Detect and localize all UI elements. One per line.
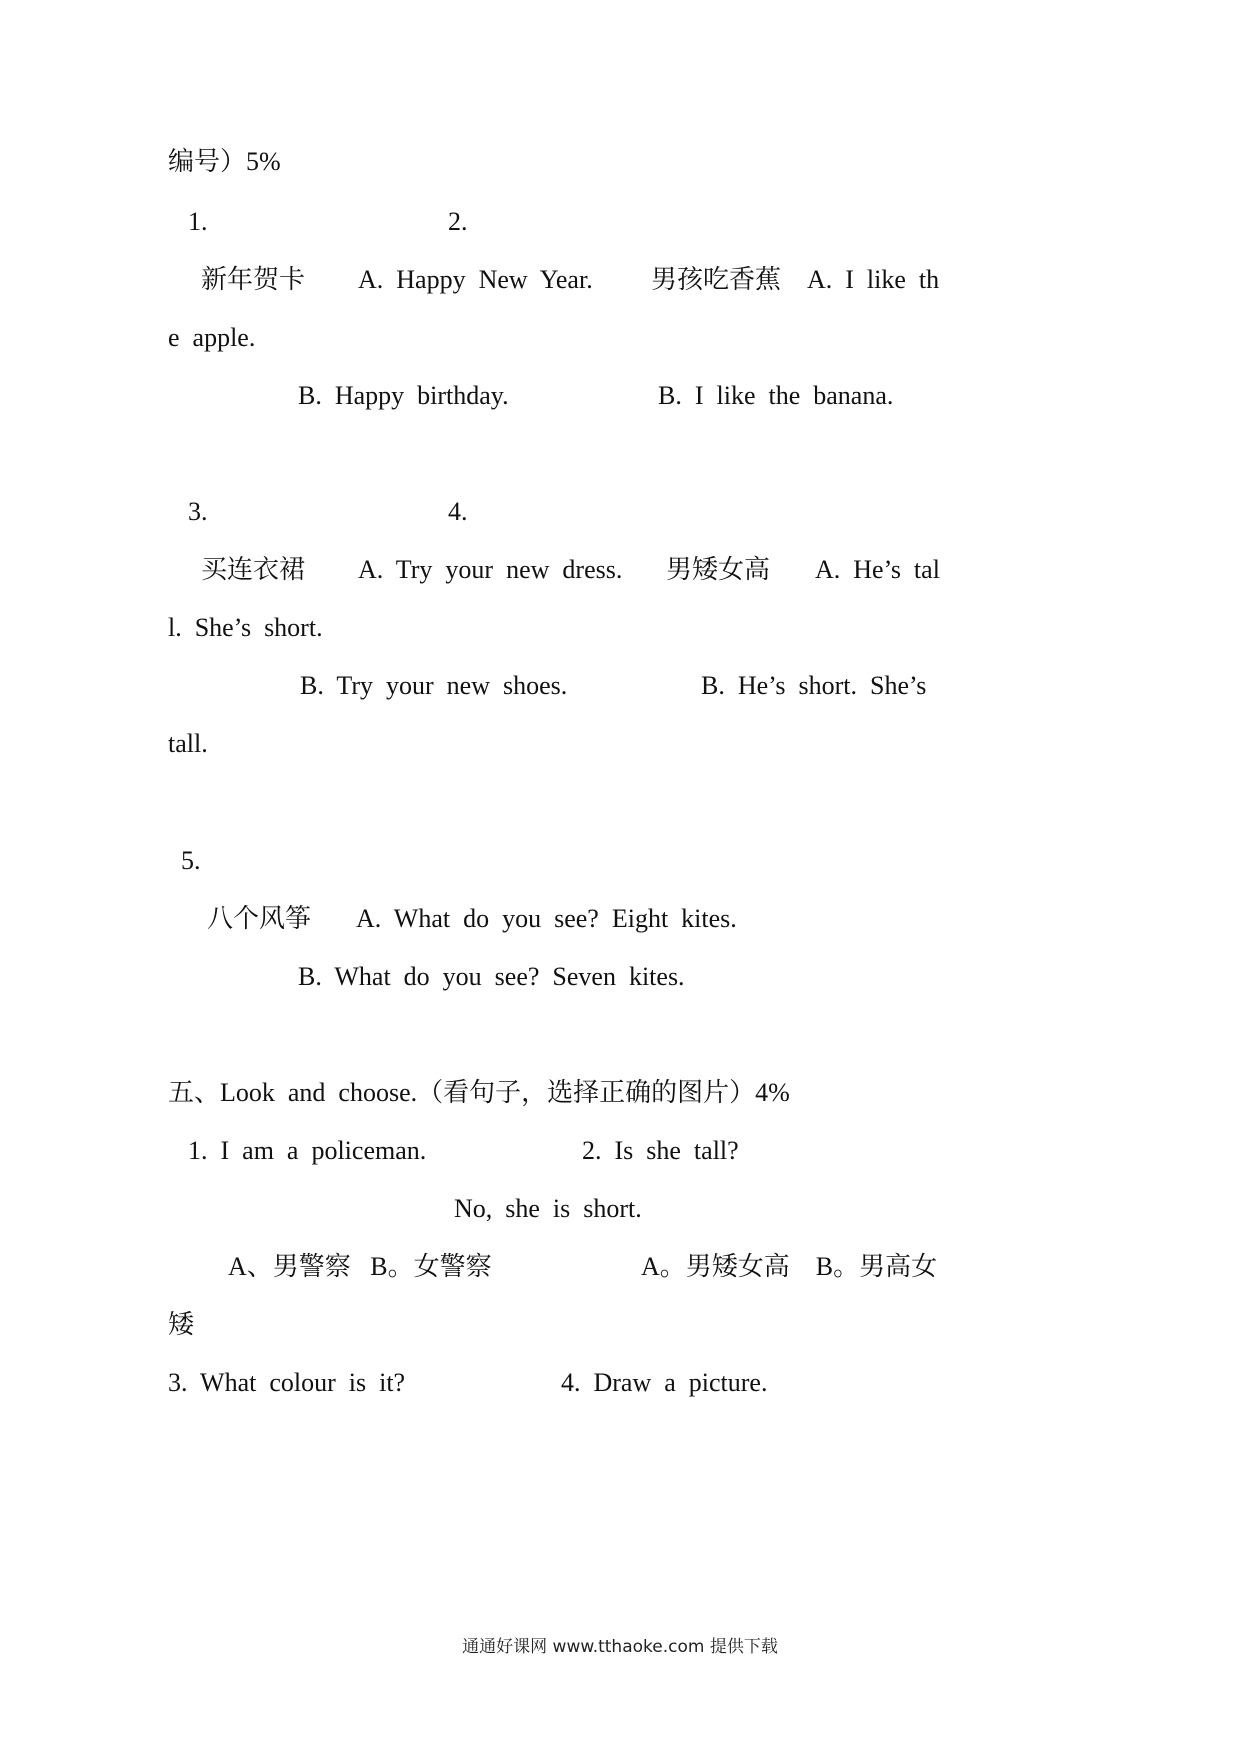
s5-q4: 4. Draw a picture. bbox=[561, 1368, 768, 1397]
q5-number: 5. bbox=[181, 846, 201, 875]
q2-option-a-cont: e apple. bbox=[168, 323, 256, 352]
q5-scene: 八个风筝 bbox=[207, 904, 312, 933]
s5-q1-options: A、男警察 B。女警察 bbox=[228, 1252, 492, 1281]
q4-scene: 男矮女高 bbox=[666, 555, 771, 584]
q1-option-a: A. Happy New Year. bbox=[358, 265, 593, 294]
q2-option-a: A. I like th bbox=[807, 265, 940, 294]
section-five-title: 五、Look and choose.（看句子，选择正确的图片）4% bbox=[168, 1078, 790, 1107]
q4-option-b-cont: tall. bbox=[168, 729, 208, 758]
q5-option-b: B. What do you see? Seven kites. bbox=[298, 962, 685, 991]
q2-scene: 男孩吃香蕉 bbox=[651, 265, 782, 294]
q3-option-a: A. Try your new dress. bbox=[358, 555, 623, 584]
q3-number: 3. bbox=[188, 497, 208, 526]
q1-number: 1. bbox=[188, 207, 208, 236]
q1-option-b: B. Happy birthday. bbox=[298, 381, 509, 410]
q4-option-a-cont: l. She’s short. bbox=[168, 613, 323, 642]
q3-scene: 买连衣裙 bbox=[201, 555, 306, 584]
q4-number: 4. bbox=[448, 497, 468, 526]
s5-q2-options: A。男矮女高 B。男高女 bbox=[641, 1252, 938, 1281]
q4-option-b: B. He’s short. She’s bbox=[701, 671, 927, 700]
s5-q3: 3. What colour is it? bbox=[168, 1368, 406, 1397]
footer-source-text: 通通好课网 www.tthaoke.com 提供下载 bbox=[462, 1637, 778, 1657]
q2-option-b: B. I like the banana. bbox=[658, 381, 894, 410]
s5-q2-answer: No, she is short. bbox=[454, 1194, 642, 1223]
s5-q2-options-cont: 矮 bbox=[168, 1310, 195, 1339]
q5-option-a: A. What do you see? Eight kites. bbox=[356, 904, 737, 933]
q2-number: 2. bbox=[448, 207, 468, 236]
q4-option-a: A. He’s tal bbox=[815, 555, 940, 584]
q3-option-b: B. Try your new shoes. bbox=[300, 671, 568, 700]
s5-q1: 1. I am a policeman. bbox=[188, 1136, 427, 1165]
s5-q2: 2. Is she tall? bbox=[582, 1136, 739, 1165]
intro-line: 编号）5% bbox=[168, 147, 281, 176]
q1-scene: 新年贺卡 bbox=[201, 265, 306, 294]
